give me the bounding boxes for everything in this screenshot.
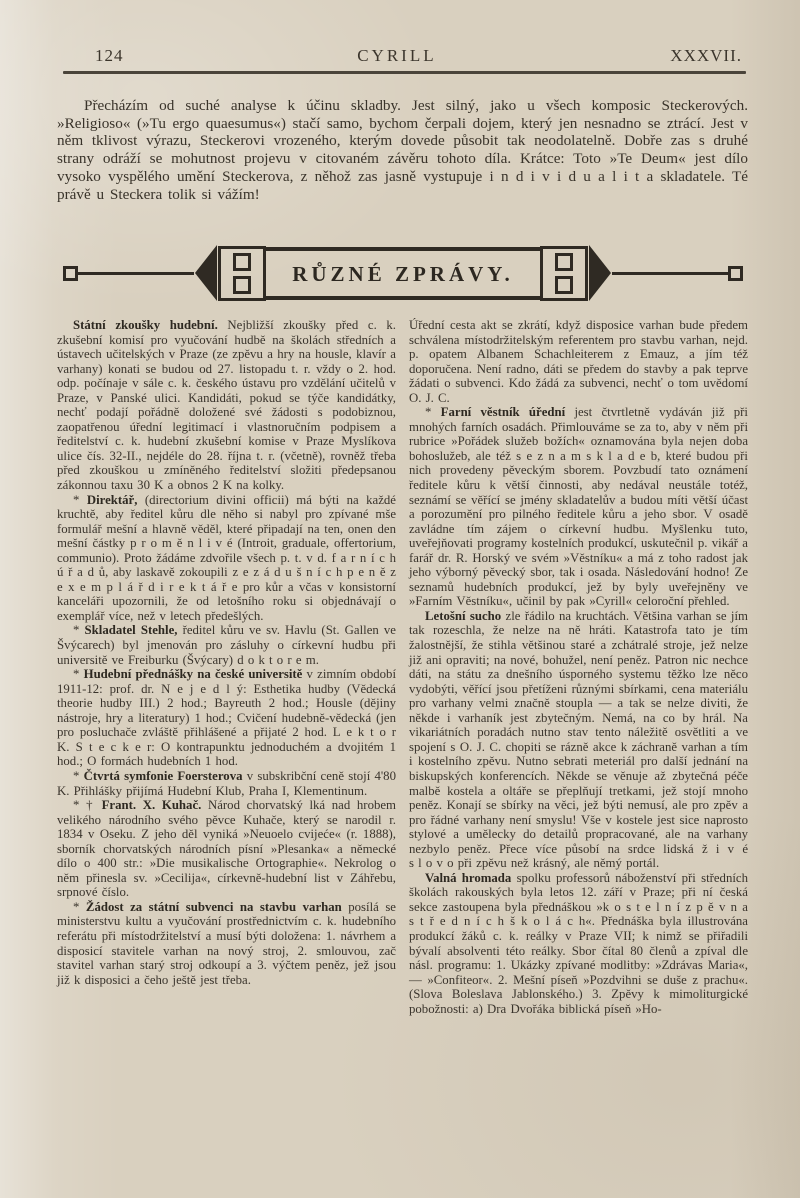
- item-body: zle řádilo na kruchtách. Většina varhan se jím tak rozeschla, že nelze na ně hráti. Katastrofa tato je tím žalostnější, že stihla většinou staré a zchátralé stroje, jež nelze již ani opraviti; na nové, bohužel, není peněz. Patron nic nechce dáti, na státu za dnešního úsporného systemu těžko lze něco vydobýti, věřící jsou přetíženi různými sbírkami, cena materiálu pro varhany velmi značně stoupla — a tak se nelze diviti, že někde i varhaník jest zbytečným. Nemá, na co by hrál. Na vikariátních poradách nutno stav tento náležitě osvětliti a ve spojení s O. J. C. chopiti se rázně akce k záchraně varhan a tím i kostelního zpěvu. Nutno sebrati meteriál pro další jednání na biskupských konferencích. Někde se věnuje až zbytečná péče malbě kostela a oltáře se přeplňují tretkami, jež stojí mnoho peněz. Konají se sbírky na věci, jež býti nemusí, ale pro zpěv a pro řádné varhany není smyslu! Vše v kostele jest sice naprosto stylové a umělecky do detailů propracované, ale na varhany nezbylo peněz. Přece více působí na srdce lidská ž i v é s l o v o při zpěvu než krásný, ale němý portál.: [409, 608, 748, 871]
- banner-bracket-right-icon: [588, 244, 612, 302]
- item-lead: Farní věstník úřední: [440, 405, 566, 420]
- two-column-text: [57, 318, 749, 1016]
- banner-end-square-left-icon: [63, 266, 78, 281]
- item-marker: *: [425, 405, 441, 420]
- banner-squares-left: [218, 246, 266, 301]
- item-body: Nejbližší zkoušky před c. k. zkušební komisí pro vyučování hudbě na školách středních a ústavech učitelských v Praze (ze zpěvu a hry na housle, klavír a varhany) konati se budou od 27. listopadu t. r. vždy o 2. hod. odp. počínaje v sále c. k. českého ústavu pro vzdělání učitelů v Praze, v Panské ulici. Kandidáti, pokud se týče kandidátky, nechť podají pořádně doložené své žádosti s podobiznou, zaopatřenou úřední legitimací i vlastnoručním podpisem a ředitelství c. k. hudební zkušební komise v Praze Myslíkova ulice čís. 32-II., nejdéle do 28. října t. r. (včetně), rovněž třeba před zkouškou u zmíněného ředitelství složiti předepsanou zákonnou taxu 30 K a obnos 2 K na kolky.: [57, 318, 396, 493]
- section-banner: [63, 240, 743, 306]
- item-marker: *: [73, 667, 84, 682]
- item-marker: *: [73, 899, 86, 914]
- item-lead: Státní zkoušky hudební.: [73, 318, 218, 332]
- item-body: (directorium divini officii) má býti na každé kruchtě, aby ředitel kůru dle něho si nabyl pro zpívané mše formulář mešní a hlavně věděl, které připadají na ten, onen den mešní částky p r o m ě n l i v é (Introit, graduale, offertorium, communio). Proto žádáme zdvořile všech p. t. v d. f a r n í c h ú ř a d ů, aby laskavě zokoupili z e z á d u š n í c h p e n ě z e x e m p l á ř d i r e k t á ř e pro kůr a včas v konsistorní kanceláři upozornili, že od letošního roku si objednávají o exemplář více, než v letech předešlých.: [57, 492, 396, 623]
- item-marker: *: [73, 623, 85, 638]
- banner-line-right: [612, 272, 728, 275]
- banner-square-icon: [555, 253, 573, 271]
- news-item: [409, 405, 748, 609]
- news-item: [57, 769, 396, 798]
- news-item: [57, 667, 396, 769]
- page-header: [63, 46, 746, 66]
- item-lead: Skladatel Stehle,: [84, 623, 178, 638]
- news-item: [57, 798, 396, 900]
- banner-square-icon: [233, 253, 251, 271]
- volume-number: XXXVII.: [670, 46, 742, 65]
- item-body: ředitel kůru ve sv. Havlu (St. Gallen ve Švýcarech) byl jmenován pro zásluhy o církevní hudbu při universitě ve Freiburku (Švýcary) d o k t o r e m.: [57, 623, 396, 667]
- item-lead: Hudební přednášky na české universitě: [83, 667, 303, 682]
- news-item: [57, 493, 396, 624]
- item-lead: Direktář,: [86, 492, 138, 507]
- news-item: [409, 609, 748, 871]
- news-item: [57, 900, 396, 987]
- journal-title: CYRILL: [357, 46, 437, 65]
- item-body: Úřední cesta akt se zkrátí, když disposice varhan bude předem schválena místodržitelským referentem pro stavbu varhan, nejd. p. opatem Albanem Schachleiterem z Emauz, a jím též doporučena. Není radno, dáti se předem do stavby a pak teprve žádati o subvenci. Kdo žádá za subvenci, nechť o tom uvědomí O. J. C.: [409, 318, 748, 405]
- news-item: [57, 623, 396, 667]
- item-lead: Čtvrtá symfonie Foersterova: [83, 768, 243, 783]
- news-item-continuation: [409, 318, 748, 405]
- news-column-right: [409, 318, 748, 1016]
- item-body: Národ chorvatský lká nad hrobem velikého národního svého pěvce Kuhače, který se narodil r. 1834 v Oseku. Z jeho děl vyniká »Neuoelo cvijeće« (r. 1888), sborník chorvatských národních písní »Plesanka« a německé dílo o 400 str.: »Die musikalische Ortographie«. Nekrolog o něm přinesla sv. »Cecilija«, církevně-hudební list v Záhřebu, srpnové číslo.: [57, 798, 396, 900]
- item-lead: Letošní sucho: [425, 608, 502, 623]
- banner-line-left: [78, 272, 194, 275]
- news-item: [57, 318, 396, 493]
- banner-squares-right: [540, 246, 588, 301]
- banner-end-square-right-icon: [728, 266, 743, 281]
- item-body: posílá se ministerstvu kultu a vyučování prostřednictvím c. k. hudebního referátu při místodržitelství a musí býti doložena: 1. návrhem a disposicí stavitele varhan na nový stroj, 2. smlouvou, zač stavitel varhan starý stroj odkoupí a 3. výčtem peněz, jež jsou již k disposici a čeho ještě jest třeba.: [57, 899, 396, 987]
- banner-square-icon: [233, 276, 251, 294]
- item-lead: Žádost za státní subvenci na stavbu varhan: [85, 899, 342, 914]
- section-title: RŮZNÉ ZPRÁVY.: [266, 247, 540, 300]
- news-column-left: [57, 318, 396, 1016]
- item-marker: * †: [73, 798, 102, 813]
- page-number: 124: [95, 46, 124, 65]
- item-marker: *: [73, 768, 84, 783]
- item-lead: Frant. X. Kuhač.: [101, 798, 202, 813]
- item-marker: *: [73, 492, 87, 507]
- item-lead: Valná hromada: [425, 870, 512, 885]
- banner-bracket-left-icon: [194, 244, 218, 302]
- item-body: v subskribční ceně stojí 4'80 K. Přihlášky přijímá Hudební Klub, Praha I, Klementinum.: [57, 768, 396, 798]
- intro-paragraph: Přecházím od suché analyse k účinu skladby. Jest silný, jako u všech komposic Steckerových. »Religioso« (»Tu ergo quaesumus«) stačí samo, bychom čerpali dojem, který jen nesnadno se ztrácí. Jest v něm tklivost výrazu, Steckerovi vrozeného, kterým dovede působit tak neodolatelně. Dobře zas s druhé strany odráží se mohutnost projevu v citovaném závěru tohoto díla. Krátce: Toto »Te Deum« jest dílo vysoko vyspělého umění Steckerova, z něhož zas jasně vystupuje i n d i v i d u a l i t a skladatele. Té právě u Steckera tolik si vážím!: [57, 97, 748, 203]
- header-rule: [63, 71, 746, 74]
- banner-square-icon: [555, 276, 573, 294]
- news-item: [409, 871, 748, 1016]
- item-body: v zimním období 1911-12: prof. dr. N e j e d l ý: Esthetika hudby (Vědecká theorie hudby III.) 2 hod.; Bayreuth 2 hod.; Housle (dějiny nástroje, hry a literatury) 1 hod.; Cvičení hudebně-vědecká (jen pro posluchače zvláště přihlášené a přijaté 2 hod. L e k t o r K. S t e c k e r: O kontrapunktu jednoduchém a dvojitém 1 hod.; O formách hudebních 1 hod.: [57, 667, 396, 769]
- item-body: jest čtvrtletně vydáván již při mnohých farních osadách. Přimlouváme se za to, aby v něm při rubrice »Pořádek služeb božích« oznamována byla nejen doba bohoslužeb, ale též s e z n a m s k l a d e b, které budou při nich provedeny pěveckým sborem. Povzbudí tato oznámení ředitele kůru k větší činnosti, aby nedával neustále totéž, seznámí se věřící se jmény skladatelův a budou míti větší účast a porozumění pro pilného ředitele kůru a jeho sbor. V osadě zavládne tím zájem o církevní hudbu. Myšlenku tuto, uveřejňovati programy kostelních produkcí, uskutečnil p. vikář a farář dr. R. Horský ve svém »Věstníku« a má z toho radost jak jeho výborný pěvecký sbor, tak i osada. Následování hodno! Ze seznamů hudebních produkcí, jež by byly uveřejněny ve »Farním Věstníku«, učinil by pak »Cyrill« celoroční přehled.: [409, 405, 748, 609]
- item-body: spolku professorů náboženství při středních školách rakouských byla letos 12. září v Praze; při ní česká sekce zastoupena byla přednáškou »k o s t e l n í z p ě v n a s t ř e d n í c h š k o l á c h«. Přednáška byla illustrována produkcí žáků c. k. reálky v Praze VII; k nimž se přiřadili bývalí absolventi této reálky. Sbor čítal 80 členů a zpíval dle násl. programu: 1. Ukázky zpívané modlitby: »Zdrávas Maria«, — »Confiteor«. 2. Mešní píseň »Pozdvihni se duše z prachu«. (Slova Boleslava Jablonského.) 3. Zpěvy k mimoliturgické pobožnosti: a) Dra Dvořáka biblická píseň »Ho-: [409, 870, 748, 1016]
